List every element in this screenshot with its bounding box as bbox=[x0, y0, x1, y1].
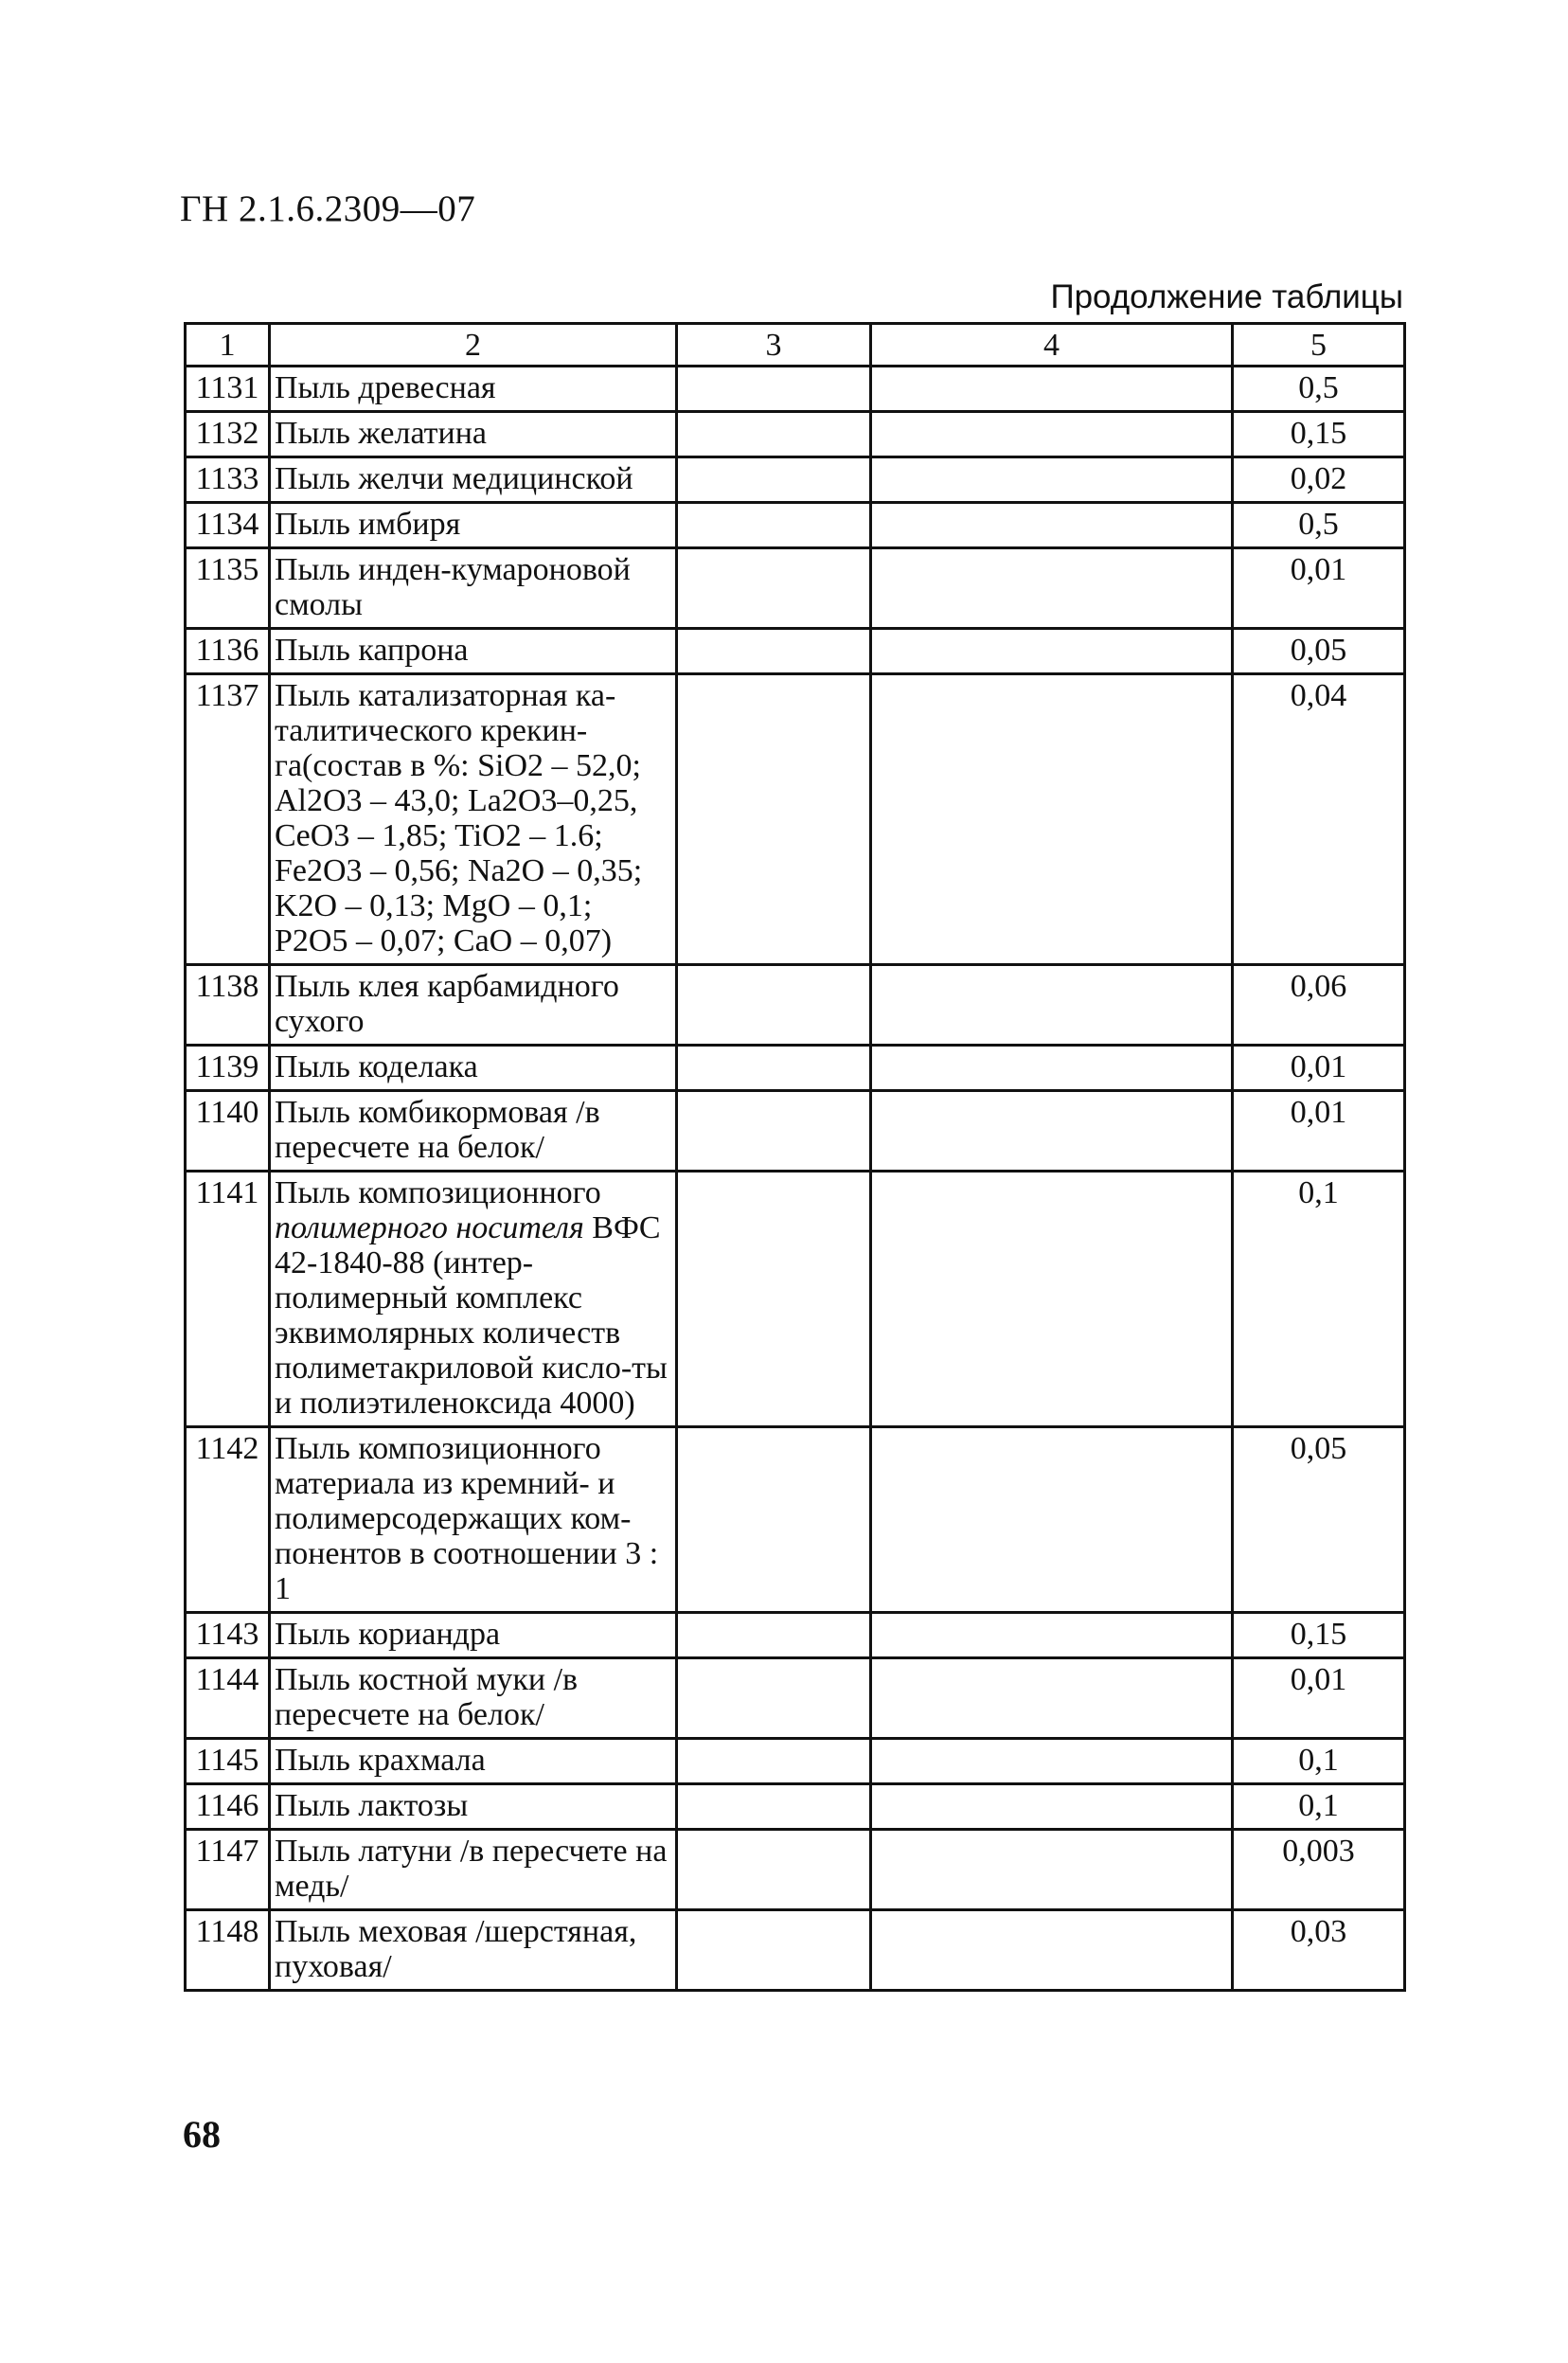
column-4-cell bbox=[871, 965, 1233, 1046]
row-number: 1147 bbox=[186, 1830, 270, 1910]
row-number: 1140 bbox=[186, 1091, 270, 1172]
limit-value: 0,03 bbox=[1233, 1910, 1405, 1991]
substance-name bbox=[270, 1172, 677, 1427]
row-number: 1135 bbox=[186, 548, 270, 629]
column-header: 3 bbox=[677, 324, 871, 367]
limit-value: 0,5 bbox=[1233, 503, 1405, 548]
substance-name: Пыль клея карбамидного сухого bbox=[270, 965, 677, 1046]
table-row bbox=[186, 1046, 1405, 1091]
limit-value: 0,5 bbox=[1233, 367, 1405, 412]
table-row bbox=[186, 1613, 1405, 1658]
row-number: 1141 bbox=[186, 1172, 270, 1427]
column-header: 5 bbox=[1233, 324, 1405, 367]
table-row bbox=[186, 1830, 1405, 1910]
limit-value: 0,01 bbox=[1233, 1046, 1405, 1091]
column-3-cell bbox=[677, 1172, 871, 1427]
column-4-cell bbox=[871, 1613, 1233, 1658]
column-3-cell bbox=[677, 1784, 871, 1830]
substance-name: Пыль композиционного материала из кремний- и полимерсодержащих ком-понентов в соотношении 3 : 1 bbox=[270, 1427, 677, 1613]
row-number: 1138 bbox=[186, 965, 270, 1046]
table-row bbox=[186, 629, 1405, 674]
table-header-row bbox=[186, 324, 1405, 367]
substance-name: Пыль комбикормовая /в пересчете на белок/ bbox=[270, 1091, 677, 1172]
column-3-cell bbox=[677, 1091, 871, 1172]
substance-name: Пыль катализаторная ка- талитического крекин- га(состав в %: SiO2 – 52,0; Al2O3 – 43,0; La2O3–0,25, CeO3 – 1,85; TiO2 – 1.6; Fe2O3 – 0,56; Na2O – 0,35; K2O – 0,13; MgO – 0,1; P2O5 – 0,07; CaO – 0,07) bbox=[270, 674, 677, 965]
hygiene-standards-table bbox=[184, 322, 1406, 1992]
table-row bbox=[186, 457, 1405, 503]
column-3-cell bbox=[677, 1613, 871, 1658]
limit-value: 0,01 bbox=[1233, 548, 1405, 629]
table-row bbox=[186, 412, 1405, 457]
limit-value: 0,15 bbox=[1233, 412, 1405, 457]
limit-value: 0,1 bbox=[1233, 1172, 1405, 1427]
table-continuation-label: Продолжение таблицы bbox=[1050, 278, 1403, 315]
limit-value: 0,02 bbox=[1233, 457, 1405, 503]
limit-value: 0,003 bbox=[1233, 1830, 1405, 1910]
column-header: 2 bbox=[270, 324, 677, 367]
table-row bbox=[186, 548, 1405, 629]
table-row bbox=[186, 1784, 1405, 1830]
column-3-cell bbox=[677, 1658, 871, 1739]
column-header: 4 bbox=[871, 324, 1233, 367]
column-3-cell bbox=[677, 548, 871, 629]
column-4-cell bbox=[871, 367, 1233, 412]
column-4-cell bbox=[871, 674, 1233, 965]
column-3-cell bbox=[677, 503, 871, 548]
row-number: 1146 bbox=[186, 1784, 270, 1830]
limit-value: 0,01 bbox=[1233, 1091, 1405, 1172]
column-3-cell bbox=[677, 412, 871, 457]
limit-value: 0,05 bbox=[1233, 629, 1405, 674]
substance-name: Пыль кориандра bbox=[270, 1613, 677, 1658]
substance-name: Пыль костной муки /в пересчете на белок/ bbox=[270, 1658, 677, 1739]
column-3-cell bbox=[677, 1830, 871, 1910]
column-4-cell bbox=[871, 1427, 1233, 1613]
row-number: 1145 bbox=[186, 1739, 270, 1784]
table-row bbox=[186, 1658, 1405, 1739]
column-4-cell bbox=[871, 1739, 1233, 1784]
limit-value: 0,1 bbox=[1233, 1784, 1405, 1830]
column-4-cell bbox=[871, 1784, 1233, 1830]
table-row bbox=[186, 503, 1405, 548]
row-number: 1131 bbox=[186, 367, 270, 412]
row-number: 1142 bbox=[186, 1427, 270, 1613]
substance-name: Пыль желатина bbox=[270, 412, 677, 457]
table-row bbox=[186, 1910, 1405, 1991]
row-number: 1137 bbox=[186, 674, 270, 965]
document-code: ГН 2.1.6.2309—07 bbox=[180, 188, 476, 229]
column-4-cell bbox=[871, 1830, 1233, 1910]
column-3-cell bbox=[677, 1427, 871, 1613]
column-3-cell bbox=[677, 1046, 871, 1091]
table-row bbox=[186, 965, 1405, 1046]
limit-value: 0,01 bbox=[1233, 1658, 1405, 1739]
column-header: 1 bbox=[186, 324, 270, 367]
table-row bbox=[186, 674, 1405, 965]
substance-name: Пыль латуни /в пересчете на медь/ bbox=[270, 1830, 677, 1910]
column-3-cell bbox=[677, 674, 871, 965]
limit-value: 0,05 bbox=[1233, 1427, 1405, 1613]
column-4-cell bbox=[871, 548, 1233, 629]
table-row bbox=[186, 367, 1405, 412]
column-3-cell bbox=[677, 965, 871, 1046]
column-4-cell bbox=[871, 629, 1233, 674]
column-4-cell bbox=[871, 457, 1233, 503]
page-number: 68 bbox=[183, 2113, 221, 2156]
row-number: 1139 bbox=[186, 1046, 270, 1091]
substance-name-part: ВФС 42-1840-88 (интер-полимерный комплекс эквимолярных количеств полиметакриловой кисло-ты и полиэтиленоксида 4000) bbox=[275, 1210, 668, 1421]
substance-name: Пыль коделака bbox=[270, 1046, 677, 1091]
row-number: 1148 bbox=[186, 1910, 270, 1991]
row-number: 1144 bbox=[186, 1658, 270, 1739]
substance-name: Пыль желчи медицинской bbox=[270, 457, 677, 503]
limit-value: 0,15 bbox=[1233, 1613, 1405, 1658]
limit-value: 0,1 bbox=[1233, 1739, 1405, 1784]
column-3-cell bbox=[677, 1910, 871, 1991]
row-number: 1143 bbox=[186, 1613, 270, 1658]
column-4-cell bbox=[871, 1910, 1233, 1991]
row-number: 1133 bbox=[186, 457, 270, 503]
table-row bbox=[186, 1427, 1405, 1613]
limit-value: 0,04 bbox=[1233, 674, 1405, 965]
column-4-cell bbox=[871, 1658, 1233, 1739]
row-number: 1134 bbox=[186, 503, 270, 548]
column-3-cell bbox=[677, 1739, 871, 1784]
substance-name-italic-part: полимерного носителя bbox=[275, 1210, 584, 1245]
limit-value: 0,06 bbox=[1233, 965, 1405, 1046]
substance-name-part: Пыль композиционного bbox=[275, 1175, 601, 1210]
column-3-cell bbox=[677, 629, 871, 674]
column-4-cell bbox=[871, 412, 1233, 457]
substance-name: Пыль древесная bbox=[270, 367, 677, 412]
row-number: 1136 bbox=[186, 629, 270, 674]
substance-name: Пыль лактозы bbox=[270, 1784, 677, 1830]
substance-name: Пыль крахмала bbox=[270, 1739, 677, 1784]
column-3-cell bbox=[677, 457, 871, 503]
table-row bbox=[186, 1739, 1405, 1784]
table-row bbox=[186, 1172, 1405, 1427]
column-4-cell bbox=[871, 503, 1233, 548]
substance-name: Пыль меховая /шерстяная, пуховая/ bbox=[270, 1910, 677, 1991]
column-4-cell bbox=[871, 1172, 1233, 1427]
substance-name: Пыль инден-кумароновой смолы bbox=[270, 548, 677, 629]
table-row bbox=[186, 1091, 1405, 1172]
substance-name: Пыль капрона bbox=[270, 629, 677, 674]
substance-name: Пыль имбиря bbox=[270, 503, 677, 548]
column-4-cell bbox=[871, 1091, 1233, 1172]
column-3-cell bbox=[677, 367, 871, 412]
column-4-cell bbox=[871, 1046, 1233, 1091]
row-number: 1132 bbox=[186, 412, 270, 457]
